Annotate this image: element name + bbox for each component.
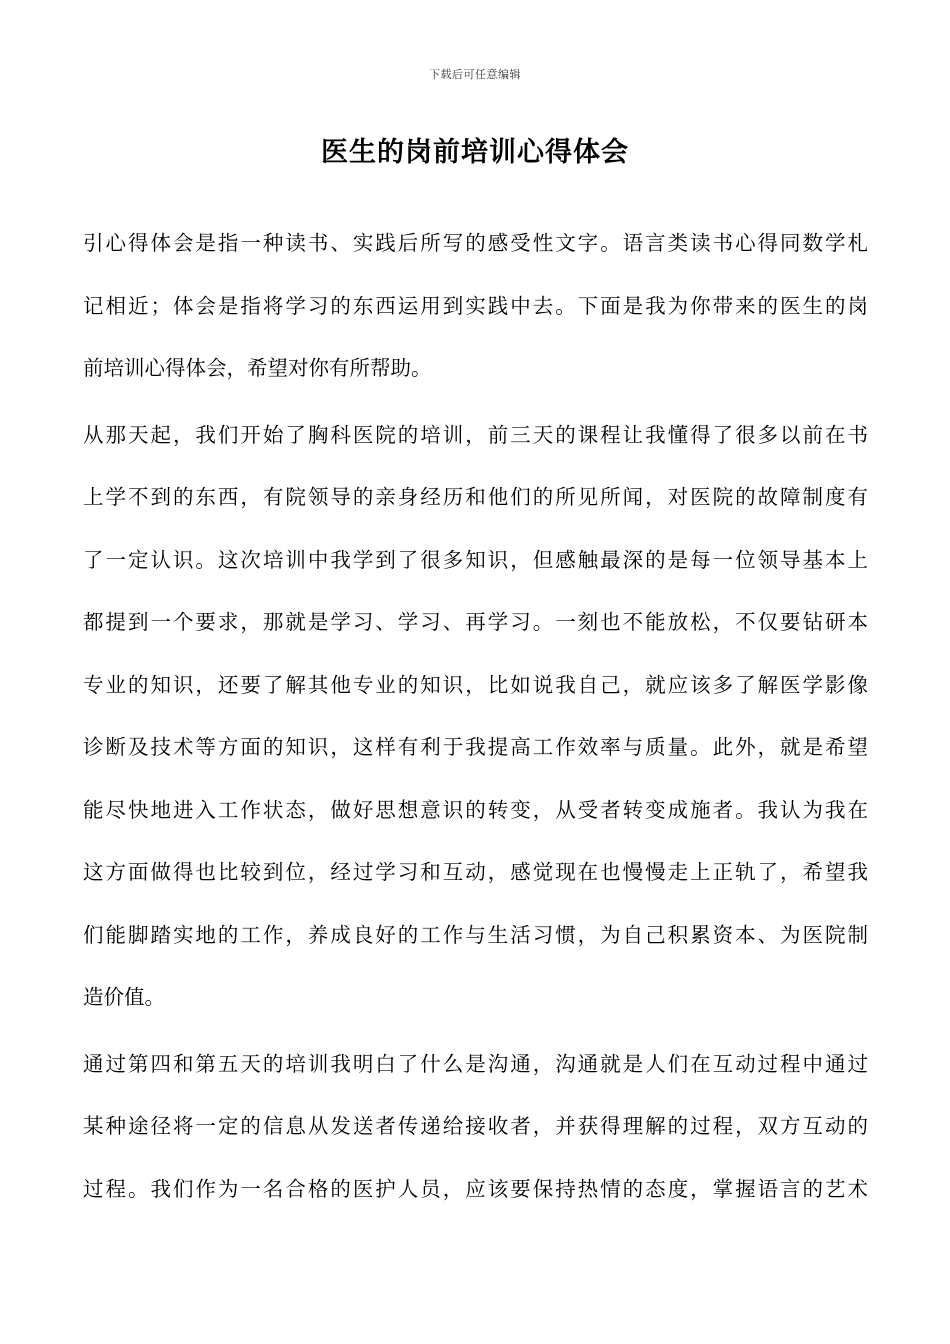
text-line: 记相近；体会是指将学习的东西运用到实践中去。下面是我为你带来的医生的岗 [83, 293, 868, 318]
text-line: 引心得体会是指一种读书、实践后所写的感受性文字。语言类读书心得同数学札 [83, 231, 868, 255]
text-line: 从那天起，我们开始了胸科医院的培训，前三天的课程让我懂得了很多以前在书 [83, 422, 868, 447]
text-line: 诊断及技术等方面的知识，这样有利于我提高工作效率与质量。此外，就是希望 [83, 735, 868, 759]
header-note: 下载后可任意编辑 [429, 68, 521, 81]
text-line: 过程。我们作为一名合格的医护人员，应该要保持热情的态度，掌握语言的艺术 [83, 1176, 868, 1201]
text-line: 能尽快地进入工作状态，做好思想意识的转变，从受者转变成施者。我认为我在 [83, 797, 868, 822]
document-title: 医生的岗前培训心得体会 [321, 137, 629, 168]
document-body [83, 212, 868, 1224]
text-line: 专业的知识，还要了解其他专业的知识，比如说我自己，就应该多了解医学影像 [83, 672, 868, 697]
text-line: 前培训心得体会，希望对你有所帮助。 [83, 356, 432, 380]
paragraph-intro [83, 212, 868, 400]
text-line: 了一定认识。这次培训中我学到了很多知识，但感触最深的是每一位领导基本上 [83, 547, 868, 572]
text-line: 通过第四和第五天的培训我明白了什么是沟通，沟通就是人们在互动过程中通过 [83, 1051, 868, 1076]
text-line: 上学不到的东西，有院领导的亲身经历和他们的所见所闻，对医院的故障制度有 [83, 485, 868, 509]
text-line: 这方面做得也比较到位，经过学习和互动，感觉现在也慢慢走上正轨了，希望我 [83, 860, 868, 884]
paragraph-training-first-days [83, 404, 868, 1029]
paragraph-communication [83, 1033, 868, 1221]
text-line: 造价值。 [83, 985, 165, 1009]
text-line: 某种途径将一定的信息从发送者传递给接收者，并获得理解的过程，双方互动的 [83, 1114, 868, 1138]
text-line: 都提到一个要求，那就是学习、学习、再学习。一刻也不能放松，不仅要钻研本 [83, 610, 868, 634]
text-line: 们能脚踏实地的工作，养成良好的工作与生活习惯，为自己积累资本、为医院制 [83, 922, 868, 947]
